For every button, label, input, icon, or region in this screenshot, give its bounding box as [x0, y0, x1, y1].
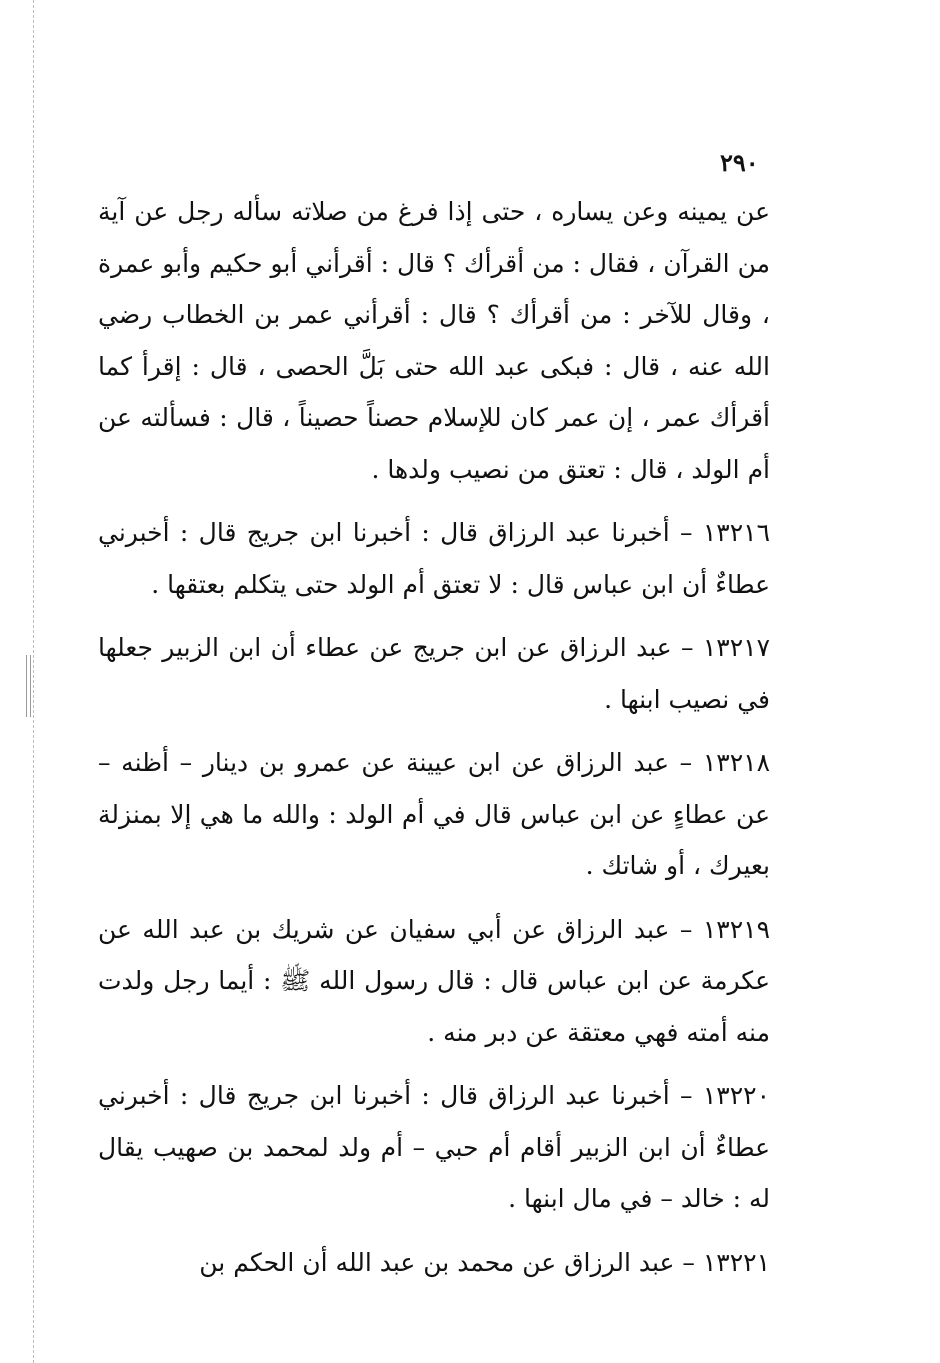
hadith-13218: [98, 737, 770, 892]
hadith-13216: [98, 507, 770, 610]
hadith-13220: [98, 1070, 770, 1225]
hadith-13219: [98, 904, 770, 1059]
hadith-text: – أخبرنا عبد الرزاق قال : أخبرنا ابن جريج قال : أخبرني عطاءٌ أن ابن الزبير أقام أم حبي – أم ولد لمحمد بن صهيب يقال له : خالد – في مال ابنها .: [98, 1081, 770, 1213]
hadith-number: ١٣٢١٩: [702, 914, 770, 944]
margin-mark: [26, 655, 27, 717]
paragraph-text: عن يمينه وعن يساره ، حتى إذا فرغ من صلاته سأله رجل عن آية من القرآن ، فقال : من أقرأك ؟ قال : أقرأني أبو حكيم وأبو عمرة ، وقال للآخر : من أقرأك ؟ قال : أقرأني عمر بن الخطاب رضي الله عنه ، قال : فبكى عبد الله حتى بَلَّ الحصى ، قال : إقرأ كما أقرأك عمر ، إن عمر كان للإسلام حصناً حصيناً ، قال : فسألته عن أم الولد ، قال : تعتق من نصيب ولدها .: [98, 197, 770, 484]
hadith-text: – عبد الرزاق عن محمد بن عبد الله أن الحكم بن: [199, 1247, 703, 1277]
hadith-number: ١٣٢١٨: [702, 748, 770, 777]
hadith-number: ١٣٢٢١: [702, 1247, 770, 1277]
page-number: ٢٩٠: [720, 148, 759, 177]
left-margin-guide: [33, 0, 34, 1363]
hadith-text: – عبد الرزاق عن ابن جريج عن عطاء أن ابن الزبير جعلها في نصيب ابنها .: [98, 633, 770, 714]
hadith-text: – عبد الرزاق عن ابن عيينة عن عمرو بن دينار – أظنه – عن عطاءٍ عن ابن عباس قال في أم الولد : والله ما هي إلا بمنزلة بعيرك ، أو شاتك .: [98, 748, 770, 880]
hadith-text: – عبد الرزاق عن أبي سفيان عن شريك بن عبد الله عن عكرمة عن ابن عباس قال : قال رسول الله ﷺ : أيما رجل ولدت منه أمته فهي معتقة عن دبر منه .: [98, 914, 770, 1047]
continuation-paragraph: [98, 186, 770, 495]
page-body: [98, 186, 770, 1288]
margin-mark: [30, 655, 31, 717]
hadith-text: – أخبرنا عبد الرزاق قال : أخبرنا ابن جريج قال : أخبرني عطاءٌ أن ابن عباس قال : لا تعتق أم الولد حتى يتكلم بعتقها .: [98, 518, 770, 599]
hadith-number: ١٣٢١٦: [702, 518, 770, 547]
hadith-13217: [98, 622, 770, 725]
hadith-number: ١٣٢١٧: [702, 633, 770, 662]
hadith-number: ١٣٢٢٠: [702, 1081, 770, 1110]
hadith-13221: [98, 1237, 770, 1289]
